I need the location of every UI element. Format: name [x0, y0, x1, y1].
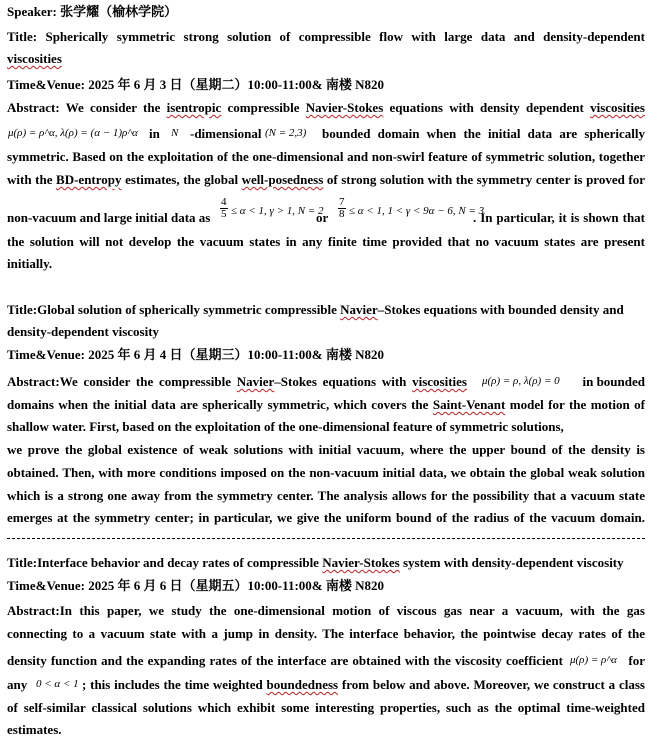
- seminar1-fraction-7-8: $\frac{7}{8}$: [339, 196, 345, 220]
- seminar1-fraction-4-5: $\frac{4}{5}$: [221, 196, 227, 220]
- seminar1-abstract-line5-start: non-vacuum and large initial data as: [7, 210, 211, 225]
- seminar1-condition-n3: ≤ α < 1, 1 < γ < 9α − 6, N = 3: [349, 205, 485, 217]
- spelling-underline: Navier: [236, 374, 275, 389]
- seminar3-abstract-line5: of self-similar classical solutions which exhibit some interesting properties, such as the optimal time-weighted: [7, 700, 645, 715]
- seminar3-abstract-line2: connecting to a vacuum state with a jump in density. The interface behavior, the pointwise decay rates of the: [7, 626, 645, 641]
- seminar2-title-line2: density-dependent viscosity: [7, 324, 160, 339]
- seminar2-formula-viscosity: μ(ρ) = ρ, λ(ρ) = 0: [482, 375, 560, 387]
- spelling-underline: isentropic: [166, 100, 222, 115]
- seminar3-word-any: any: [7, 677, 28, 692]
- spelling-underline: Navier: [340, 302, 378, 317]
- spelling-underline: Saint-Venant: [432, 397, 506, 412]
- spelling-underline: viscosities: [7, 51, 62, 66]
- seminar1-title-line1: Title: Spherically symmetric strong solution of compressible flow with large data and density-dependent: [7, 29, 645, 44]
- seminar2-abstract-line1-end: in bounded: [582, 374, 645, 389]
- seminar3-formula-viscosity: μ(ρ) = ρ^α: [570, 654, 617, 666]
- seminar1-abstract-line3: symmetric. Based on the exploitation of the one-dimensional and non-swirl feature of symmetric solution, together: [7, 149, 645, 164]
- seminar2-abstract-line6: which is a strong one away from the symmetry center. The analysis allows for the possibility that a vacuum state: [7, 488, 645, 503]
- seminar3-abstract-line4: ; this includes the time weighted boundedness from below and above. Moreover, we construct a class: [82, 677, 645, 692]
- seminar3-word-for: for: [628, 653, 645, 668]
- spelling-underline: viscosities: [590, 100, 645, 115]
- seminar3-title: Title:Interface behavior and decay rates of compressible Navier-Stokes system with density-dependent viscosity: [7, 555, 624, 570]
- seminar1-formula-n: N: [171, 127, 179, 139]
- section-divider: [7, 538, 645, 539]
- seminar3-time-venue: Time&Venue: 2025 年 6 月 6 日（星期五）10:00-11:00& 南楼 N820: [7, 578, 384, 593]
- seminar1-formula-viscosities: μ(ρ) = ρ^α, λ(ρ) = (α − 1)ρ^α: [8, 127, 138, 139]
- spelling-underline: well-posedness: [241, 172, 324, 187]
- seminar3-abstract-line6: estimates.: [7, 722, 62, 737]
- seminar2-time-venue: Time&Venue: 2025 年 6 月 4 日（星期三）10:00-11:00& 南楼 N820: [7, 347, 384, 362]
- seminar1-word-dimensional: -dimensional: [190, 126, 262, 141]
- seminar2-abstract-line2: domains when the initial data are spherically symmetric, which covers the Saint-Venant model for the motion of: [7, 397, 645, 412]
- seminar1-word-or: or: [316, 210, 329, 225]
- spelling-underline: boundedness: [266, 677, 339, 692]
- spelling-underline: Navier-Stokes: [322, 555, 400, 570]
- seminar2-title-line1: Title:Global solution of spherically symmetric compressible Navier–Stokes equations with bounded density and: [7, 302, 624, 317]
- seminar2-abstract-line1-start: Abstract:We consider the compressible Navier–Stokes equations with viscosities: [7, 374, 467, 389]
- seminar1-formula-n-values: (N = 2,3): [265, 127, 307, 139]
- seminar3-formula-alpha-range: 0 < α < 1: [36, 678, 79, 690]
- seminar2-abstract-line3: shallow water. First, based on the exploitation of the one-dimensional feature of symmetric solutions,: [7, 419, 564, 434]
- spelling-underline: viscosities: [412, 374, 467, 389]
- spelling-underline: BD-entropy: [56, 172, 122, 187]
- spelling-underline: Navier-Stokes: [305, 100, 384, 115]
- seminar2-abstract-line5: obtained. Then, with more conditions imposed on the non-vacuum initial data, we obtain the global weak solution: [7, 465, 645, 480]
- seminar2-abstract-line4: we prove the global existence of weak solutions with initial vacuum, where the upper bound of the density is: [7, 442, 645, 457]
- seminar1-abstract-line6: the solution will not develop the vacuum states in any finite time provided that no vacuum states are present: [7, 234, 645, 249]
- seminar1-abstract-line5-end: . In particular, it is shown that: [473, 210, 645, 225]
- seminar3-abstract-line3-start: density function and the expanding rates of the interface are obtained with the viscosity coefficient: [7, 653, 563, 668]
- speaker-line: Speaker: 张学耀（榆林学院）: [7, 4, 178, 19]
- seminar1-title-line2: [7, 51, 62, 67]
- seminar1-abstract-line7: initially.: [7, 256, 53, 271]
- seminar1-word-in: in: [149, 126, 160, 141]
- seminar1-condition-n2: ≤ α < 1, γ > 1, N = 2: [231, 205, 324, 217]
- seminar1-abstract-line4: with the BD-entropy estimates, the global well-posedness of strong solution with the symmetry center is proved for: [7, 172, 646, 187]
- seminar2-abstract-line7: emerges at the symmetry center; in particular, we give the uniform bound of the radius of the vacuum domain.: [7, 510, 645, 525]
- seminar3-abstract-line1: Abstract:In this paper, we study the one-dimensional motion of viscous gas near a vacuum, with the gas: [7, 603, 645, 618]
- seminar1-abstract-line1: Abstract: We consider the isentropic compressible Navier-Stokes equations with density dependent viscosities: [7, 100, 645, 115]
- seminar1-abstract-line2-rest: bounded domain when the initial data are spherically: [322, 126, 645, 141]
- seminar1-time-venue: Time&Venue: 2025 年 6 月 3 日（星期二）10:00-11:00& 南楼 N820: [7, 77, 384, 92]
